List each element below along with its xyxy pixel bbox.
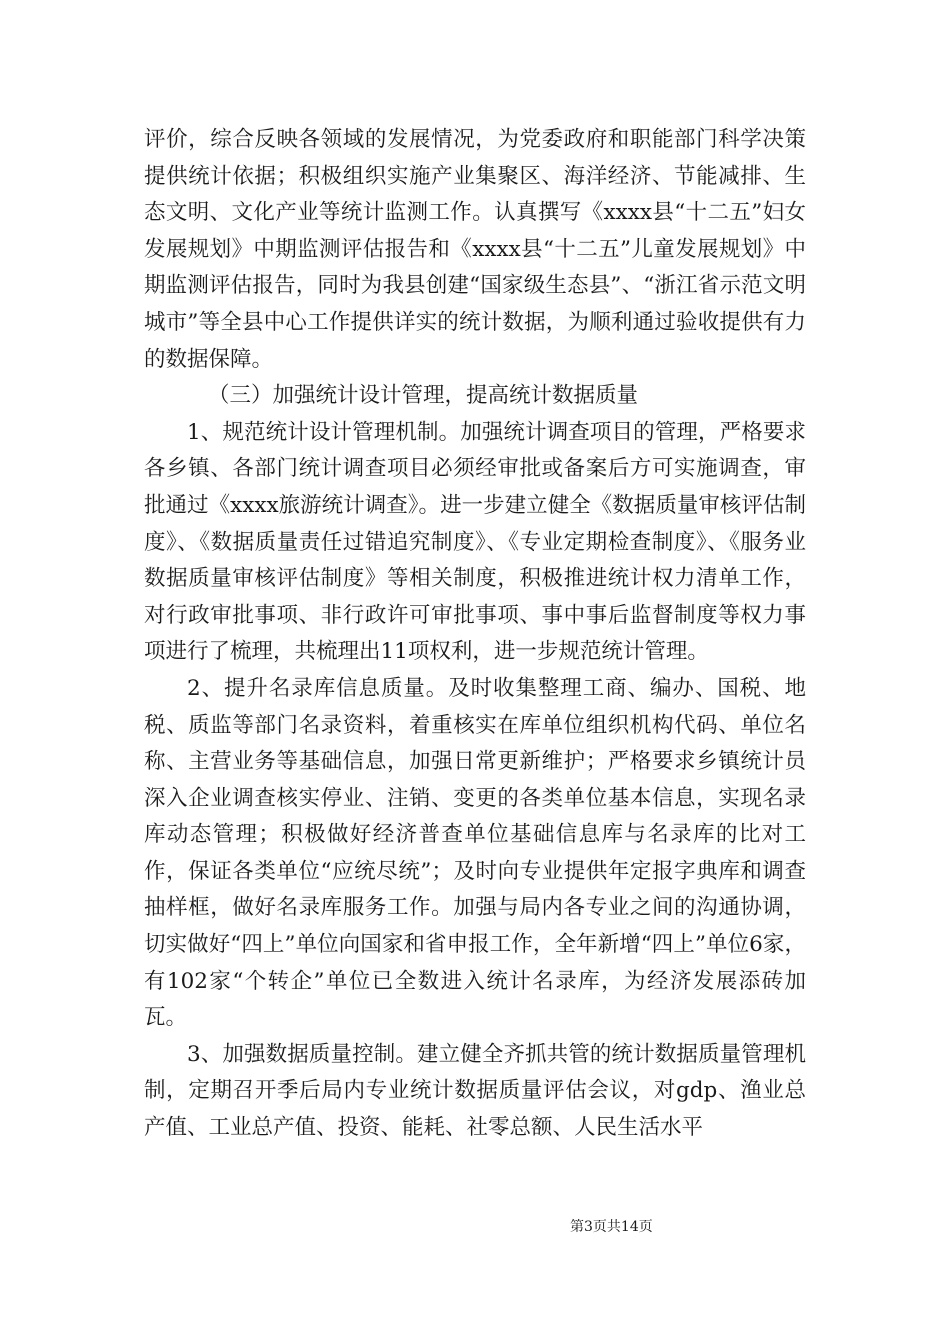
paragraph-item-1-design-management: 1、规范统计设计管理机制。加强统计调查项目的管理，严格要求各乡镇、各部门统计调查项目必须经审批或备案后方可实施调查，审批通过《xxxx旅游统计调查》。进一步建立健全《数据质量审核评估制度》、《数据质量责任过错追究制度》、《专业定期检查制度》、《服务业数据质量审核评估制度》等相关制度，积极推进统计权力清单工作，对行政审批事项、非行政许可审批事项、事中事后监督制度等权力事项进行了梳理，共梳理出11项权利，进一步规范统计管理。 xyxy=(144,419,806,665)
paragraph-item-2-directory-quality: 2、提升名录库信息质量。及时收集整理工商、编办、国税、地税、质监等部门名录资料，着重核实在库单位组织机构代码、单位名称、主营业务等基础信息，加强日常更新维护；严格要求乡镇统计员深入企业调查核实停业、注销、变更的各类单位基本信息，实现名录库动态管理；积极做好经济普查单位基础信息库与名录库的比对工作，保证各类单位“应统尽统”；及时向专业提供年定报字典库和调查抽样框，做好名录库服务工作。加强与局内各专业之间的沟通协调，切实做好“四上”单位向国家和省申报工作，全年新增“四上”单位6家，有102家“个转企”单位已全数进入统计名录库，为经济发展添砖加瓦。 xyxy=(144,675,806,1031)
section-heading-statistical-design: （三）加强统计设计管理，提高统计数据质量 xyxy=(208,383,639,409)
paragraph-evaluation-continued: 评价，综合反映各领域的发展情况，为党委政府和职能部门科学决策提供统计依据；积极组织实施产业集聚区、海洋经济、节能减排、生态文明、文化产业等统计监测工作。认真撰写《xxxx县“十二五”妇女发展规划》中期监测评估报告和《xxxx县“十二五”儿童发展规划》中期监测评估报告，同时为我县创建“国家级生态县”、“浙江省示范文明城市”等全县中心工作提供详实的统计数据，为顺利通过验收提供有力的数据保障。 xyxy=(144,127,806,372)
page-number-footer: 第3页共14页 xyxy=(570,1219,653,1235)
paragraph-item-3-data-quality-control: 3、加强数据质量控制。建立健全齐抓共管的统计数据质量管理机制，定期召开季后局内专业统计数据质量评估会议，对gdp、渔业总产值、工业总产值、投资、能耗、社零总额、人民生活水平 xyxy=(144,1041,806,1141)
document-body xyxy=(144,122,806,1147)
